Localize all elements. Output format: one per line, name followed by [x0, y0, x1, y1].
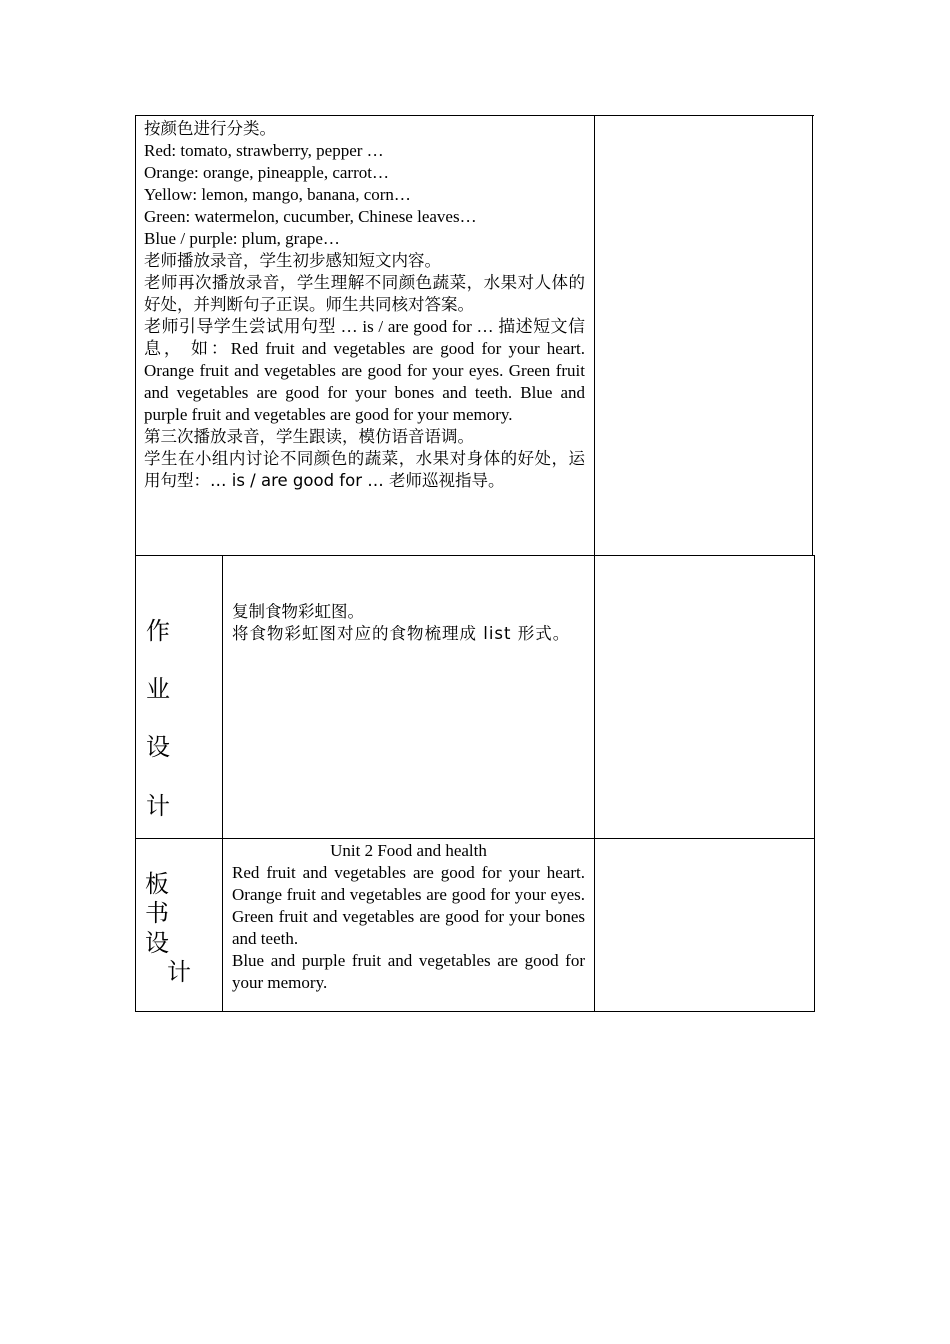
procedure-para-listen-2: 老师再次播放录音，学生理解不同颜色蔬菜，水果对人体的好处，并判断句子正误。师生共同核对答案。: [144, 273, 585, 314]
table-divider-label-col: [222, 555, 223, 1012]
table-divider-right-col: [594, 115, 595, 1012]
procedure-line-green: Green: watermelon, cucumber, Chinese leaves…: [144, 207, 477, 226]
board-para-1: Red fruit and vegetables are good for your heart. Orange fruit and vegetables are good for your eyes. Green fruit and vegetables are good for your bones and teeth.: [232, 863, 585, 948]
procedure-line-red: Red: tomato, strawberry, pepper …: [144, 141, 384, 160]
procedure-line-blue: Blue / purple: plum, grape…: [144, 229, 340, 248]
procedure-para-listen-3: 第三次播放录音，学生跟读，模仿语音语调。: [144, 427, 474, 446]
procedure-para-group-discussion: 学生在小组内讨论不同颜色的蔬菜，水果对身体的好处，运用句型：… is / are good for … 老师巡视指导。: [144, 449, 585, 490]
procedure-line-orange: Orange: orange, pineapple, carrot…: [144, 163, 389, 182]
table-divider-row-1: [135, 555, 815, 556]
homework-label-char-2: 业: [146, 675, 170, 703]
board-label-char-2: 书: [145, 899, 169, 927]
homework-cell: [232, 601, 586, 645]
table-border-left: [135, 115, 136, 1012]
homework-label-char-1: 作: [146, 617, 170, 645]
board-label-char-1: 板: [145, 870, 169, 898]
table-divider-row-2: [135, 838, 815, 839]
homework-label-char-4: 计: [146, 792, 170, 820]
table-border-right: [814, 555, 815, 1012]
homework-line-2: 将食物彩虹图对应的食物梳理成 list 形式。: [232, 624, 571, 643]
board-cell: [232, 840, 585, 994]
procedure-line-listen-1: 老师播放录音，学生初步感知短文内容。: [144, 251, 441, 270]
board-para-2: Blue and purple fruit and vegetables are good for your memory.: [232, 951, 585, 992]
procedure-line-yellow: Yellow: lemon, mango, banana, corn…: [144, 185, 411, 204]
procedure-line-1: 按颜色进行分类。: [144, 119, 276, 138]
table-border-bottom: [135, 1011, 815, 1012]
procedure-para-sentence-pattern: 老师引导学生尝试用句型 … is / are good for … 描述短文信息， 如：Red fruit and vegetables are good for your heart. Orange fruit and vegetables are good for your eyes. Green fruit and vegetables are good for your bones and teeth. Blue and purple fruit and vegetables are good for your memory.: [144, 317, 585, 424]
table-border-right-top: [812, 115, 813, 556]
table-border-top: [135, 115, 814, 116]
board-label-char-3: 设: [145, 929, 169, 957]
homework-label-char-3: 设: [146, 733, 170, 761]
procedure-cell: [144, 118, 585, 492]
homework-line-1: 复制食物彩虹图。: [232, 602, 364, 621]
board-label-char-4: 计: [167, 958, 191, 986]
board-title: Unit 2 Food and health: [330, 841, 487, 860]
